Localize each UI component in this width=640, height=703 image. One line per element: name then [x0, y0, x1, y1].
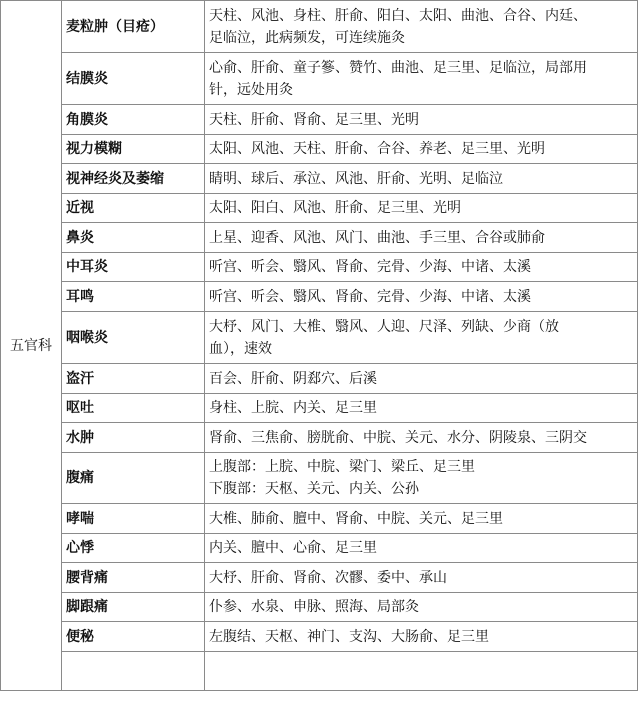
table-row — [1, 534, 638, 563]
table-row — [1, 135, 638, 164]
condition-name: 水肿 — [62, 423, 205, 453]
condition-name: 中耳炎 — [62, 253, 205, 282]
acupoint-list: 内关、膻中、心俞、足三里 — [205, 534, 638, 563]
acupoint-list: 肾俞、三焦俞、膀胱俞、中脘、关元、水分、阴陵泉、三阴交 — [205, 423, 638, 453]
acupoint-list: 太阳、阳白、风池、肝俞、足三里、光明 — [205, 194, 638, 223]
condition-name: 结膜炎 — [62, 53, 205, 105]
condition-name: 鼻炎 — [62, 223, 205, 253]
table-row — [1, 253, 638, 282]
condition-name: 腰背痛 — [62, 563, 205, 593]
table-row — [1, 312, 638, 364]
acupoint-list: 大杼、肝俞、肾俞、次髎、委中、承山 — [205, 563, 638, 593]
empty-cell — [62, 652, 205, 691]
table-body — [1, 1, 638, 691]
condition-name: 盗汗 — [62, 364, 205, 394]
condition-name: 角膜炎 — [62, 105, 205, 135]
acupoint-list: 心俞、肝俞、童子篸、赞竹、曲池、足三里、足临泣，局部用 针，远处用灸 — [205, 53, 638, 105]
acupoint-list: 上腹部：上脘、中脘、梁门、梁丘、足三里 下腹部：天枢、关元、内关、公孙 — [205, 453, 638, 504]
condition-name: 哮喘 — [62, 504, 205, 534]
condition-name: 近视 — [62, 194, 205, 223]
table-row — [1, 53, 638, 105]
table-row — [1, 563, 638, 593]
table-row — [1, 194, 638, 223]
table-row — [1, 504, 638, 534]
table-row — [1, 394, 638, 423]
table-row — [1, 282, 638, 312]
condition-name: 视神经炎及萎缩 — [62, 164, 205, 194]
acupoint-list: 身柱、上脘、内关、足三里 — [205, 394, 638, 423]
table-row — [1, 223, 638, 253]
acupoint-list: 听宫、听会、翳风、肾俞、完骨、少海、中诸、太溪 — [205, 253, 638, 282]
table-row — [1, 453, 638, 504]
condition-name: 咽喉炎 — [62, 312, 205, 364]
acupoint-list: 听宫、听会、翳风、肾俞、完骨、少海、中诸、太溪 — [205, 282, 638, 312]
table-row — [1, 1, 638, 53]
condition-name: 麦粒肿（目疮） — [62, 1, 205, 53]
acupoint-list: 大杼、风门、大椎、翳风、人迎、尺泽、列缺、少商（放 血），速效 — [205, 312, 638, 364]
acupoint-list: 仆参、水泉、申脉、照海、局部灸 — [205, 593, 638, 622]
category-cell: 五官科 — [1, 1, 62, 691]
table-row — [1, 105, 638, 135]
condition-name: 便秘 — [62, 622, 205, 652]
table-row — [1, 622, 638, 652]
condition-name: 脚跟痛 — [62, 593, 205, 622]
acupoint-list: 上星、迎香、风池、风门、曲池、手三里、合谷或肺俞 — [205, 223, 638, 253]
acupoint-list: 睛明、球后、承泣、风池、肝俞、光明、足临泣 — [205, 164, 638, 194]
table-row — [1, 164, 638, 194]
table-row — [1, 423, 638, 453]
condition-name: 耳鸣 — [62, 282, 205, 312]
table-row-empty — [1, 652, 638, 691]
table-row — [1, 593, 638, 622]
table-row — [1, 364, 638, 394]
acupoint-list: 左腹结、天枢、神门、支沟、大肠俞、足三里 — [205, 622, 638, 652]
acupoint-list: 天柱、肝俞、肾俞、足三里、光明 — [205, 105, 638, 135]
acupoint-list: 百会、肝俞、阴郄穴、后溪 — [205, 364, 638, 394]
condition-name: 腹痛 — [62, 453, 205, 504]
condition-name: 心悸 — [62, 534, 205, 563]
empty-cell — [205, 652, 638, 691]
condition-name: 呕吐 — [62, 394, 205, 423]
acupoint-list: 天柱、风池、身柱、肝俞、阳白、太阳、曲池、合谷、内廷、 足临泣，此病频发，可连续施灸 — [205, 1, 638, 53]
acupoint-list: 太阳、风池、天柱、肝俞、合谷、养老、足三里、光明 — [205, 135, 638, 164]
acupoint-list: 大椎、肺俞、膻中、肾俞、中脘、关元、足三里 — [205, 504, 638, 534]
condition-name: 视力模糊 — [62, 135, 205, 164]
